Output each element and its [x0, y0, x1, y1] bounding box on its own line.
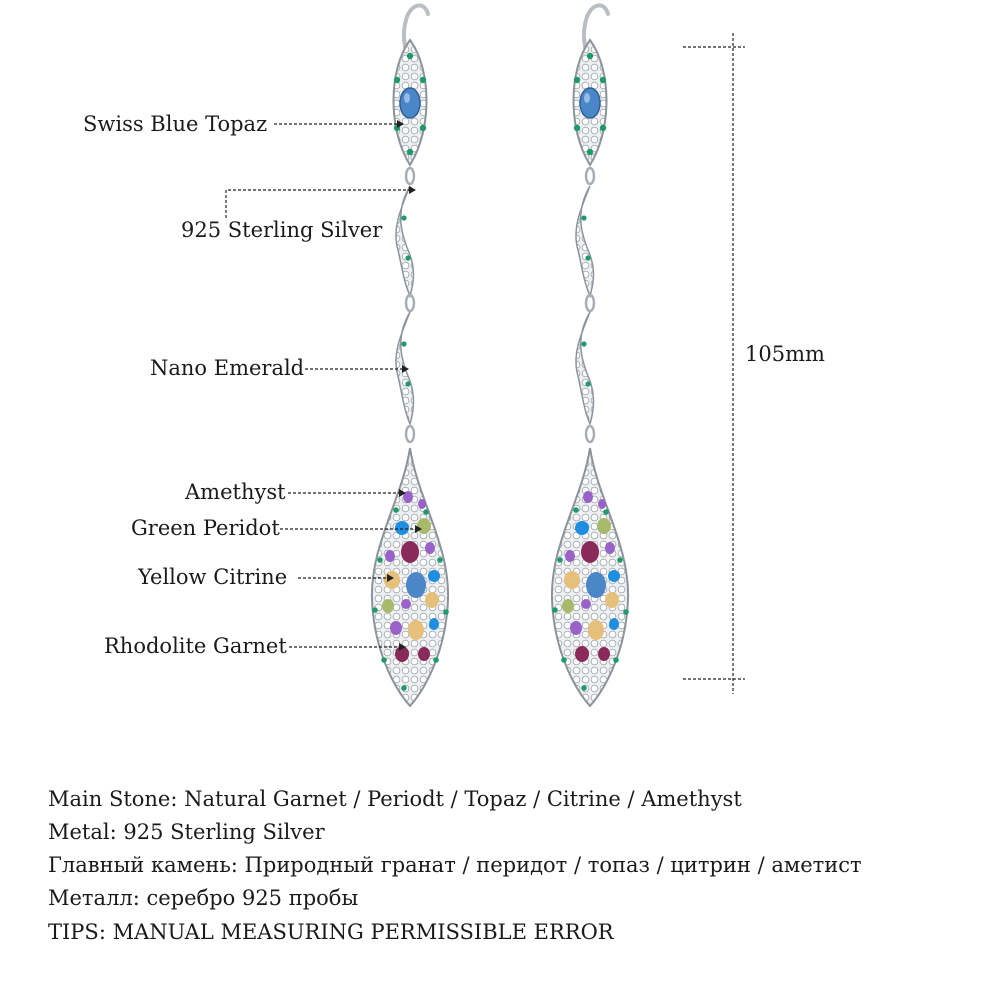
- right-earring: [552, 5, 629, 706]
- spec-metal-ru: Металл: серебро 925 пробы: [48, 886, 359, 910]
- label-nano-emerald: Nano Emerald: [150, 356, 305, 380]
- dimension-line: [683, 33, 745, 694]
- left-earring: [372, 5, 449, 706]
- label-yellow-citrine: Yellow Citrine: [138, 565, 288, 589]
- spec-metal-en: Metal: 925 Sterling Silver: [48, 820, 325, 844]
- label-swiss-blue-topaz: Swiss Blue Topaz: [83, 112, 268, 136]
- label-sterling-silver: 925 Sterling Silver: [181, 218, 383, 242]
- spec-tips: TIPS: MANUAL MEASURING PERMISSIBLE ERROR: [48, 920, 614, 944]
- label-amethyst: Amethyst: [185, 480, 286, 504]
- label-green-peridot: Green Peridot: [131, 516, 280, 540]
- spec-main-stone-ru: Главный камень: Природный гранат / перидот / топаз / цитрин / аметист: [48, 853, 862, 877]
- dimension-label: 105mm: [745, 342, 825, 366]
- leader-silver: [226, 190, 412, 218]
- label-rhodolite-garnet: Rhodolite Garnet: [104, 634, 287, 658]
- spec-main-stone-en: Main Stone: Natural Garnet / Periodt / Topaz / Citrine / Amethyst: [48, 787, 742, 811]
